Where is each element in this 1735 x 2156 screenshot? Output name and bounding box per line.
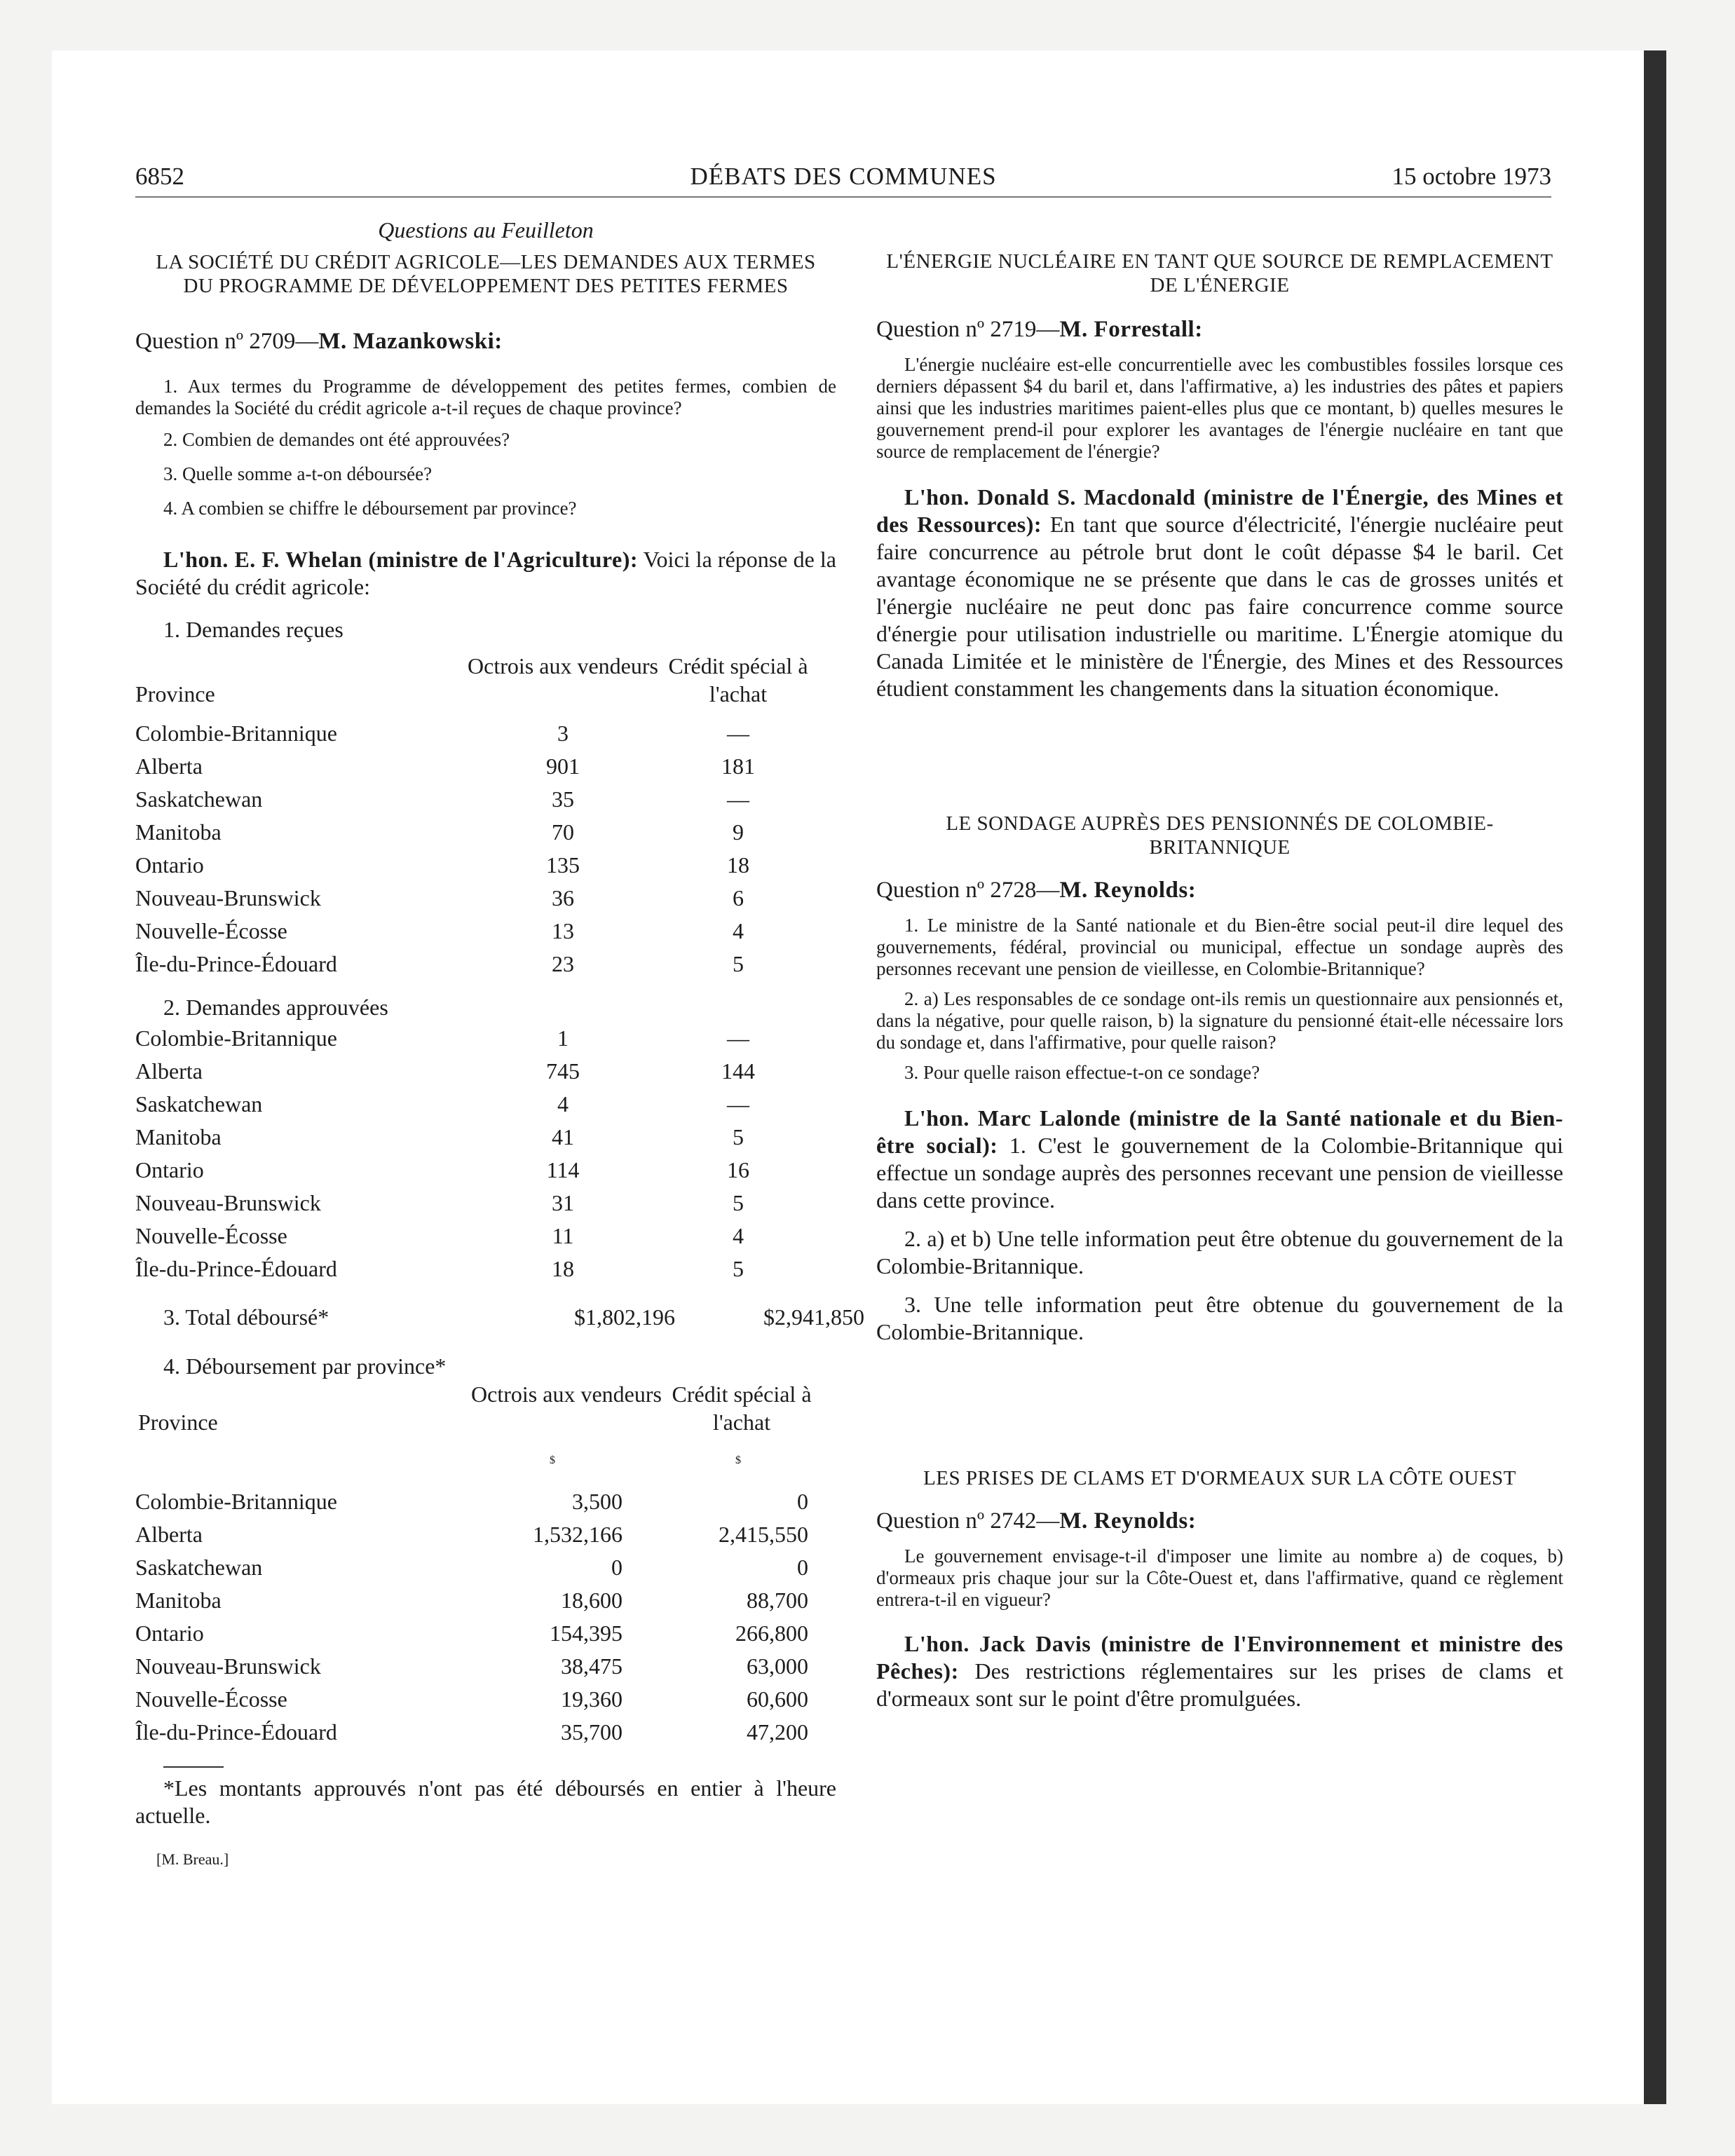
answer-paragraph: 3. Une telle information peut être obtenue du gouvernement de la Colombie-Britannique.: [876, 1292, 1563, 1344]
province-cell: Alberta: [135, 1522, 203, 1547]
credit-cell: 16: [727, 1157, 749, 1182]
credit-cell: 181: [721, 753, 755, 779]
province-cell: Manitoba: [135, 819, 222, 845]
answer-paragraph: [876, 1105, 1563, 1214]
left-column: [135, 217, 864, 1869]
column-header-credit: Crédit spécial à l'achat: [668, 653, 808, 707]
answer-speaker: L'hon. Donald S. Macdonald (ministre de l'Énergie, des Mines et des Ressources):: [876, 484, 1563, 537]
table2-title: 2. Demandes approuvées: [163, 995, 388, 1020]
credit-cell: 4: [733, 918, 744, 943]
question-line: [876, 878, 1563, 903]
header-rule: [135, 196, 1551, 198]
publication-title: DÉBATS DES COMMUNES: [690, 163, 997, 190]
question-item: 2. a) Les responsables de ce sondage ont-ils remis un questionnaire aux pensionnés et, dans la négative, pour quelle raison, b) la signature du pensionné était-elle nécessaire lors du sondage et, dans l'affirmative, pour quelle raison?: [876, 988, 1563, 1053]
credit-cell: 4: [733, 1223, 744, 1248]
table-row: [135, 885, 836, 918]
table4-title: 4. Déboursement par province*: [163, 1353, 447, 1379]
credit-cell: 60,600: [747, 1686, 808, 1712]
table-row: [135, 1223, 836, 1256]
credit-cell: 2,415,550: [719, 1522, 808, 1547]
table-row: [135, 951, 836, 984]
question-line: [135, 329, 836, 355]
octrois-cell: 0: [611, 1555, 622, 1580]
unit-label: $: [735, 1454, 741, 1466]
answer-speaker: L'hon. Jack Davis (ministre de l'Environnement et ministre des Pêches):: [876, 1631, 1563, 1684]
credit-cell: 6: [733, 885, 744, 910]
footnote-rule: [163, 1766, 224, 1768]
answer-text: Des restrictions réglementaires sur les prises de clams et d'ormeaux sont sur le point d'être promulguées.: [876, 1658, 1563, 1711]
province-cell: Nouveau-Brunswick: [135, 1653, 321, 1679]
credit-cell: 266,800: [735, 1621, 808, 1646]
table-row: [135, 1124, 836, 1157]
credit-cell: —: [727, 1025, 749, 1051]
signature: [M. Breau.]: [156, 1850, 229, 1868]
question-line: [876, 1508, 1563, 1534]
table1: [135, 721, 836, 984]
province-cell: Nouveau-Brunswick: [135, 885, 321, 910]
section-heading: LA SOCIÉTÉ DU CRÉDIT AGRICOLE—LES DEMANDES AUX TERMES DU PROGRAMME DE DÉVELOPPEMENT DES PETITES FERMES: [156, 251, 816, 297]
credit-cell: 5: [733, 1190, 744, 1215]
column-header-province: Province: [138, 1410, 218, 1435]
answer-text: Voici la réponse de la Société du crédit agricole:: [135, 547, 837, 599]
page-number: 6852: [135, 163, 184, 190]
table1-header: [135, 652, 836, 715]
table-row: [135, 1190, 836, 1223]
scan-edge-shadow: [1644, 50, 1666, 2104]
table-row: [135, 1091, 836, 1124]
province-cell: Île-du-Prince-Édouard: [135, 1719, 337, 1745]
page-date: 15 octobre 1973: [1392, 163, 1551, 190]
credit-cell: —: [727, 1091, 749, 1117]
section-heading: L'ÉNERGIE NUCLÉAIRE EN TANT QUE SOURCE DE REMPLACEMENT DE L'ÉNERGIE: [886, 250, 1553, 296]
table-row: [135, 819, 836, 852]
table1-title: 1. Demandes reçues: [163, 617, 343, 642]
table-row: [135, 1025, 836, 1058]
page-header: [135, 163, 1551, 195]
credit-cell: 18: [727, 852, 749, 878]
table4-header: [135, 1380, 836, 1443]
question-item: 2. Combien de demandes ont été approuvées?: [163, 429, 510, 450]
right-column: [876, 217, 1563, 1712]
question-item: 3. Pour quelle raison effectue-t-on ce sondage?: [904, 1062, 1260, 1083]
province-cell: Saskatchewan: [135, 786, 263, 812]
total-octrois: $1,802,196: [574, 1304, 675, 1330]
table-row: [135, 753, 836, 786]
credit-cell: —: [727, 786, 749, 812]
province-cell: Colombie-Britannique: [135, 1489, 337, 1514]
octrois-cell: 19,360: [561, 1686, 622, 1712]
unit-label: $: [550, 1454, 555, 1466]
total-row: [135, 1304, 864, 1337]
table-row: [135, 721, 836, 753]
table2: [135, 1025, 836, 1289]
credit-cell: —: [727, 721, 749, 746]
question-text: L'énergie nucléaire est-elle concurrentielle avec les combustibles fossiles lorsque ces derniers dépassent $4 du baril et, dans l'affirmative, a) les industries des pâtes et papiers ainsi que les industries maritimes paient-elles plus que ce montant, b) quelles mesures le gouvernement prend-il pour explorer les avantages de l'énergie nucléaire en tant que source de remplacement de l'énergie?: [876, 354, 1563, 462]
province-cell: Saskatchewan: [135, 1555, 263, 1580]
octrois-cell: 70: [552, 819, 574, 845]
question-item: 3. Quelle somme a-t-on déboursée?: [163, 463, 433, 484]
credit-cell: 88,700: [747, 1588, 808, 1613]
table-row: [135, 1157, 836, 1190]
table-row: [135, 1621, 836, 1653]
footnote: *Les montants approuvés n'ont pas été déboursés en entier à l'heure actuelle.: [135, 1775, 836, 1828]
question-number: Question nº 2709—: [135, 329, 319, 354]
octrois-cell: 4: [557, 1091, 569, 1117]
credit-cell: 0: [797, 1489, 808, 1514]
table-row: [135, 1256, 836, 1289]
table-row: [135, 1719, 836, 1752]
column-header-octrois: Octrois aux vendeurs: [471, 1381, 662, 1407]
province-cell: Île-du-Prince-Édouard: [135, 1256, 337, 1281]
question-line: [876, 317, 1563, 343]
octrois-cell: 745: [546, 1058, 580, 1084]
answer-text: 1. C'est le gouvernement de la Colombie-Britannique qui effectue un sondage auprès des personnes recevant une pension de vieillesse dans cette province.: [876, 1133, 1564, 1213]
question-number: Question nº 2728—: [876, 878, 1060, 903]
section-label: Questions au Feuilleton: [378, 217, 594, 243]
question-member: M. Forrestall:: [1059, 317, 1203, 342]
table-row: [135, 1653, 836, 1686]
answer-paragraph: [876, 1630, 1563, 1712]
credit-cell: 47,200: [747, 1719, 808, 1745]
answer-paragraph: [876, 484, 1563, 702]
province-cell: Alberta: [135, 1058, 203, 1084]
octrois-cell: 35,700: [561, 1719, 622, 1745]
question-item: 1. Le ministre de la Santé nationale et du Bien-être social peut-il dire lequel des gouvernements, fédéral, provincial ou municipal, effectue un sondage auprès des personnes recevant une pension de vieillesse, en Colombie-Britannique?: [876, 915, 1563, 979]
octrois-cell: 114: [546, 1157, 580, 1182]
province-cell: Colombie-Britannique: [135, 1025, 337, 1051]
table-row: [135, 1686, 836, 1719]
answer-speaker: L'hon. Marc Lalonde (ministre de la Santé nationale et du Bien-être social):: [876, 1105, 1563, 1158]
table4: [135, 1489, 836, 1752]
table-row: [135, 786, 836, 819]
province-cell: Ontario: [135, 852, 204, 878]
credit-cell: 63,000: [747, 1653, 808, 1679]
table-row: [135, 1489, 836, 1522]
province-cell: Colombie-Britannique: [135, 721, 337, 746]
credit-cell: 0: [797, 1555, 808, 1580]
octrois-cell: 901: [546, 753, 580, 779]
octrois-cell: 13: [552, 918, 574, 943]
province-cell: Île-du-Prince-Édouard: [135, 951, 337, 976]
table-row: [135, 918, 836, 951]
province-cell: Ontario: [135, 1621, 204, 1646]
table-row: [135, 1555, 836, 1588]
column-header-credit: Crédit spécial à l'achat: [672, 1381, 812, 1435]
column-header-province: Province: [135, 681, 215, 707]
answer-paragraph: 2. a) et b) Une telle information peut être obtenue du gouvernement de la Colombie-Britannique.: [876, 1226, 1563, 1278]
octrois-cell: 154,395: [550, 1621, 622, 1646]
table-row: [135, 1058, 836, 1091]
total-credit: $2,941,850: [763, 1304, 864, 1330]
question-member: M. Mazankowski:: [318, 329, 503, 354]
octrois-cell: 35: [552, 786, 574, 812]
octrois-cell: 23: [552, 951, 574, 976]
octrois-cell: 11: [552, 1223, 574, 1248]
octrois-cell: 1,532,166: [533, 1522, 622, 1547]
octrois-cell: 36: [552, 885, 574, 910]
answer-speaker: L'hon. E. F. Whelan (ministre de l'Agriculture):: [163, 547, 639, 572]
table-row: [135, 852, 836, 885]
question-text: Le gouvernement envisage-t-il d'imposer une limite au nombre a) de coques, b) d'ormeaux pris chaque jour sur la Côte-Ouest et, dans l'affirmative, quand ce règlement entrera-t-il en vigueur?: [876, 1546, 1563, 1610]
octrois-cell: 18,600: [561, 1588, 622, 1613]
octrois-cell: 135: [546, 852, 580, 878]
octrois-cell: 31: [552, 1190, 574, 1215]
total-label: 3. Total déboursé*: [163, 1304, 329, 1330]
table-row: [135, 1522, 836, 1555]
province-cell: Manitoba: [135, 1588, 222, 1613]
credit-cell: 144: [721, 1058, 755, 1084]
octrois-cell: 1: [557, 1025, 569, 1051]
province-cell: Saskatchewan: [135, 1091, 263, 1117]
octrois-cell: 41: [552, 1124, 574, 1149]
table4-unit-row: [135, 1454, 836, 1487]
answer-text: En tant que source d'électricité, l'énergie nucléaire peut faire concurrence au pétrole brut dont le coût dépasse $4 le baril. Cet avantage économique ne se présente que dans le cas de grosses unités et l'énergie nucléaire ne peut donc pas faire concurrence comme source d'énergie pour utilisation industrielle ou maritime. L'Énergie atomique du Canada Limitée et le ministère de l'Énergie, des Mines et des Ressources étudient constamment les changements dans la situation économique.: [876, 512, 1564, 701]
octrois-cell: 18: [552, 1256, 574, 1281]
question-item: 4. A combien se chiffre le déboursement par province?: [163, 498, 577, 519]
question-number: Question nº 2719—: [876, 317, 1060, 342]
province-cell: Ontario: [135, 1157, 204, 1182]
province-cell: Manitoba: [135, 1124, 222, 1149]
question-item: 1. Aux termes du Programme de développement des petites fermes, combien de demandes la Société du crédit agricole a-t-il reçues de chaque province?: [135, 376, 836, 418]
section-heading: LE SONDAGE AUPRÈS DES PENSIONNÉS DE COLOMBIE-BRITANNIQUE: [946, 812, 1494, 859]
province-cell: Alberta: [135, 753, 203, 779]
credit-cell: 5: [733, 1256, 744, 1281]
credit-cell: 9: [733, 819, 744, 845]
credit-cell: 5: [733, 1124, 744, 1149]
province-cell: Nouvelle-Écosse: [135, 1686, 287, 1712]
question-member: M. Reynolds:: [1059, 1508, 1197, 1534]
octrois-cell: 38,475: [561, 1653, 622, 1679]
section-heading: LES PRISES DE CLAMS ET D'ORMEAUX SUR LA CÔTE OUEST: [923, 1467, 1516, 1489]
answer-paragraph: [135, 546, 836, 601]
province-cell: Nouveau-Brunswick: [135, 1190, 321, 1215]
octrois-cell: 3,500: [572, 1489, 622, 1514]
table-row: [135, 1588, 836, 1621]
octrois-cell: 3: [557, 721, 569, 746]
credit-cell: 5: [733, 951, 744, 976]
question-member: M. Reynolds:: [1059, 878, 1197, 903]
column-header-octrois: Octrois aux vendeurs: [468, 653, 658, 678]
province-cell: Nouvelle-Écosse: [135, 1223, 287, 1248]
question-number: Question nº 2742—: [876, 1508, 1060, 1534]
province-cell: Nouvelle-Écosse: [135, 918, 287, 943]
